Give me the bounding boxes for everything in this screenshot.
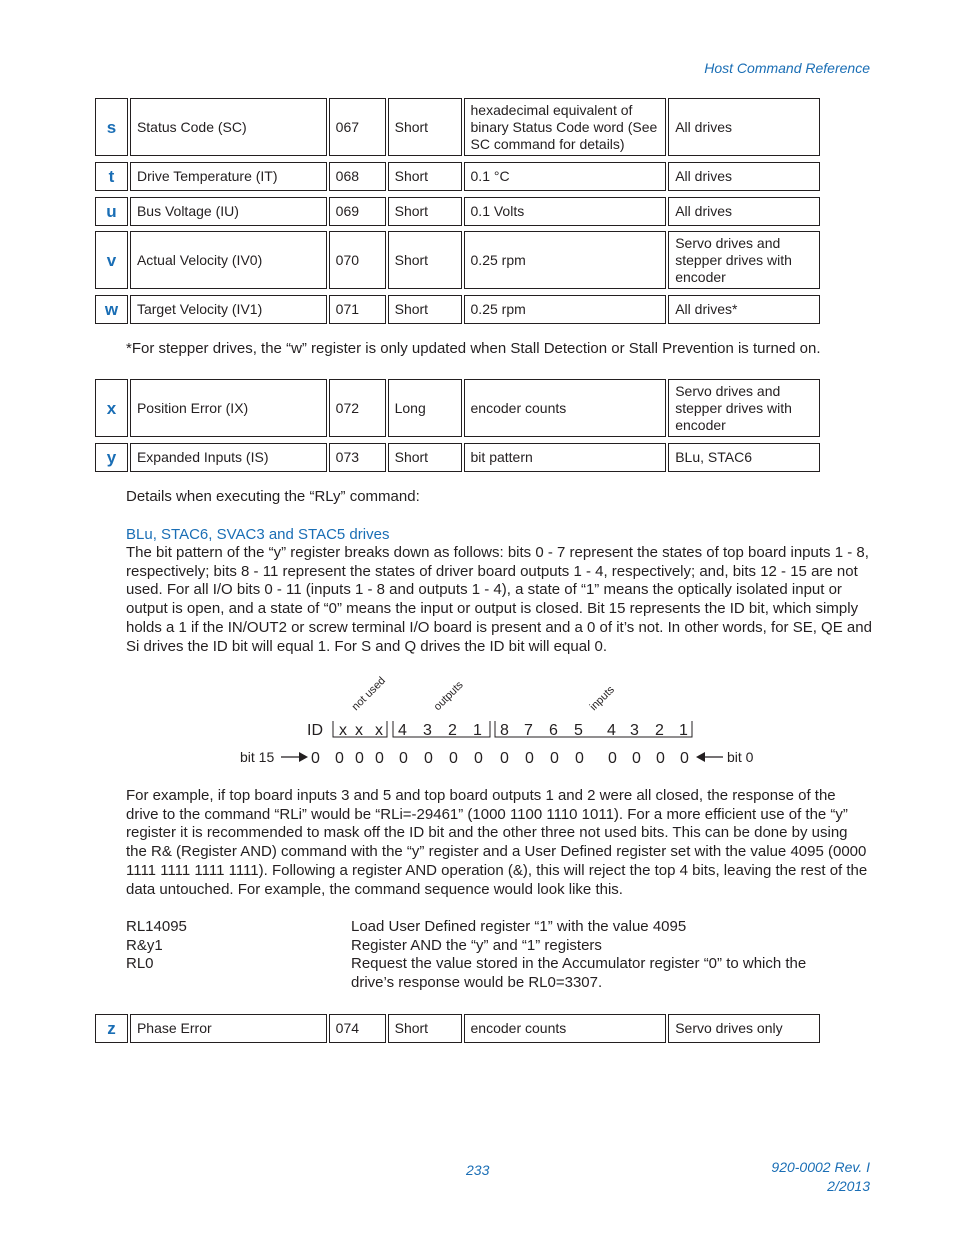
bit-value: 0	[355, 750, 364, 767]
id-label: ID	[307, 722, 323, 739]
register-letter: u	[95, 197, 128, 226]
register-number: 071	[329, 295, 386, 324]
register-units: encoder counts	[464, 379, 667, 437]
register-type: Short	[388, 162, 462, 191]
register-drives: Servo drives and stepper drives with encoder	[668, 379, 820, 437]
bit-values-row	[311, 750, 689, 767]
register-units: 0.25 rpm	[464, 295, 667, 324]
bit-value: 0	[311, 750, 320, 767]
register-row-x	[95, 379, 820, 437]
register-type: Short	[388, 443, 462, 472]
bit-label: x	[355, 722, 363, 739]
register-number: 067	[329, 98, 386, 156]
register-name: Actual Velocity (IV0)	[130, 231, 327, 289]
register-number: 073	[329, 443, 386, 472]
bit-label: x	[339, 722, 347, 739]
register-row-w	[95, 295, 820, 324]
register-type: Short	[388, 98, 462, 156]
register-units: 0.1 Volts	[464, 197, 667, 226]
document-number: 920-0002 Rev. I	[771, 1159, 870, 1175]
section-heading: BLu, STAC6, SVAC3 and STAC5 drives	[126, 526, 390, 543]
register-drives: All drives*	[668, 295, 820, 324]
register-drives: All drives	[668, 98, 820, 156]
bit0-label: bit 0	[727, 749, 754, 765]
register-type: Short	[388, 231, 462, 289]
register-type: Short	[388, 295, 462, 324]
section-paragraph: The bit pattern of the “y” register breaks down as follows: bits 0 - 7 represent the states of top board inputs 1 - 8, respectively; bits 8 - 11 represent the states of driver board outputs 1 - 4, respectively; and, bits 12 - 15 are not used. For all I/O bits 0 - 11 (inputs 1 - 8 and outputs 1 - 4), a state of “1” means the optically isolated input or output is open, and a state of “0” means the input or output is closed. Bit 15 represents the ID bit, which simply holds a 1 if the IN/OUT2 or screw terminal I/O board is present and a 0 of it’s not. In other words, for SE, QE and Si drives the ID bit will equal 1. For S and Q drives the ID bit will equal 0.	[126, 544, 872, 655]
bit-label: 4	[398, 722, 407, 739]
bit-value: 0	[680, 750, 689, 767]
document-date: 2/2013	[827, 1178, 870, 1194]
command-name: RL14095	[126, 918, 187, 935]
register-letter: z	[95, 1014, 128, 1043]
register-row-s	[95, 98, 820, 156]
bit15-label: bit 15	[240, 749, 275, 765]
bit-value: 0	[632, 750, 641, 767]
register-units: bit pattern	[464, 443, 667, 472]
register-drives: BLu, STAC6	[668, 443, 820, 472]
bit-pattern-diagram	[0, 660, 954, 780]
bit-value: 0	[474, 750, 483, 767]
bit-label: 6	[549, 722, 558, 739]
bit-value: 0	[608, 750, 617, 767]
register-name: Expanded Inputs (IS)	[130, 443, 327, 472]
register-number: 069	[329, 197, 386, 226]
details-intro: Details when executing the “RLy” command:	[126, 488, 420, 505]
bit-label: 4	[607, 722, 616, 739]
bit-value: 0	[575, 750, 584, 767]
register-letter: t	[95, 162, 128, 191]
bit-label: 1	[679, 722, 688, 739]
bit-label: 7	[524, 722, 533, 739]
bit-label: 3	[423, 722, 432, 739]
bit-value: 0	[525, 750, 534, 767]
example-paragraph: For example, if top board inputs 3 and 5 and top board outputs 1 and 2 were all closed, the response of the drive to the command “RLi” would be “RLi=-29461” (1000 1100 1110 1011). For a more efficient use of the “y” register it is recommended to mask off the ID bit and the other three not used bits. This can be done by using the R& (Register AND) command with the “y” register and a User Defined register set with the value 4095 (0000 1111 1111 1111 1111). Following a register AND operation (&), this will reject the top 4 bits, leaving the rest of the data untouched. For example, the command sequence would look like this.	[126, 787, 868, 898]
register-letter: v	[95, 231, 128, 289]
command-name: RL0	[126, 955, 154, 972]
bit-label: 5	[574, 722, 583, 739]
bit-value: 0	[500, 750, 509, 767]
footnote: *For stepper drives, the “w” register is only updated when Stall Detection or Stall Prevention is turned on.	[126, 340, 821, 357]
bit-label: 8	[500, 722, 509, 739]
register-letter: x	[95, 379, 128, 437]
bit-label: 2	[448, 722, 457, 739]
register-name: Position Error (IX)	[130, 379, 327, 437]
register-name: Phase Error	[130, 1014, 327, 1043]
page-number: 233	[466, 1162, 490, 1178]
bit-value: 0	[656, 750, 665, 767]
register-row-t	[95, 162, 820, 191]
register-letter: s	[95, 98, 128, 156]
register-units: 0.25 rpm	[464, 231, 667, 289]
register-drives: Servo drives and stepper drives with encoder	[668, 231, 820, 289]
bit-label: 1	[473, 722, 482, 739]
group-label-not-used: not used	[349, 674, 388, 714]
register-drives: Servo drives only	[668, 1014, 820, 1043]
register-name: Target Velocity (IV1)	[130, 295, 327, 324]
register-type: Long	[388, 379, 462, 437]
bit-label: x	[375, 722, 383, 739]
register-name: Drive Temperature (IT)	[130, 162, 327, 191]
bit-value: 0	[449, 750, 458, 767]
bit-label: 2	[655, 722, 664, 739]
page-header-title: Host Command Reference	[704, 60, 870, 76]
register-type: Short	[388, 1014, 462, 1043]
bit15-arrow-head	[299, 752, 308, 762]
register-number: 068	[329, 162, 386, 191]
register-type: Short	[388, 197, 462, 226]
register-name: Bus Voltage (IU)	[130, 197, 327, 226]
command-name: R&y1	[126, 937, 163, 954]
bit-value: 0	[424, 750, 433, 767]
register-number: 074	[329, 1014, 386, 1043]
register-units: hexadecimal equivalent of binary Status Code word (See SC command for details)	[464, 98, 667, 156]
register-row-v	[95, 231, 820, 289]
bit-value: 0	[375, 750, 384, 767]
register-row-z	[95, 1014, 820, 1043]
register-number: 072	[329, 379, 386, 437]
bit-value: 0	[335, 750, 344, 767]
command-description: Load User Defined register “1” with the value 4095	[351, 918, 687, 935]
register-row-u	[95, 197, 820, 226]
register-number: 070	[329, 231, 386, 289]
group-label-outputs: outputs	[431, 679, 466, 714]
register-drives: All drives	[668, 162, 820, 191]
register-letter: y	[95, 443, 128, 472]
register-units: encoder counts	[464, 1014, 667, 1043]
command-description: Register AND the “y” and “1” registers	[351, 937, 602, 954]
bit-label: 3	[630, 722, 639, 739]
register-name: Status Code (SC)	[130, 98, 327, 156]
register-drives: All drives	[668, 197, 820, 226]
command-description: Request the value stored in the Accumulator register “0” to which the drive’s response would be RL0=3307.	[351, 955, 807, 991]
register-units: 0.1 °C	[464, 162, 667, 191]
bit-value: 0	[550, 750, 559, 767]
group-label-inputs: inputs	[587, 683, 617, 714]
register-row-y	[95, 443, 820, 472]
bit-value: 0	[399, 750, 408, 767]
register-letter: w	[95, 295, 128, 324]
